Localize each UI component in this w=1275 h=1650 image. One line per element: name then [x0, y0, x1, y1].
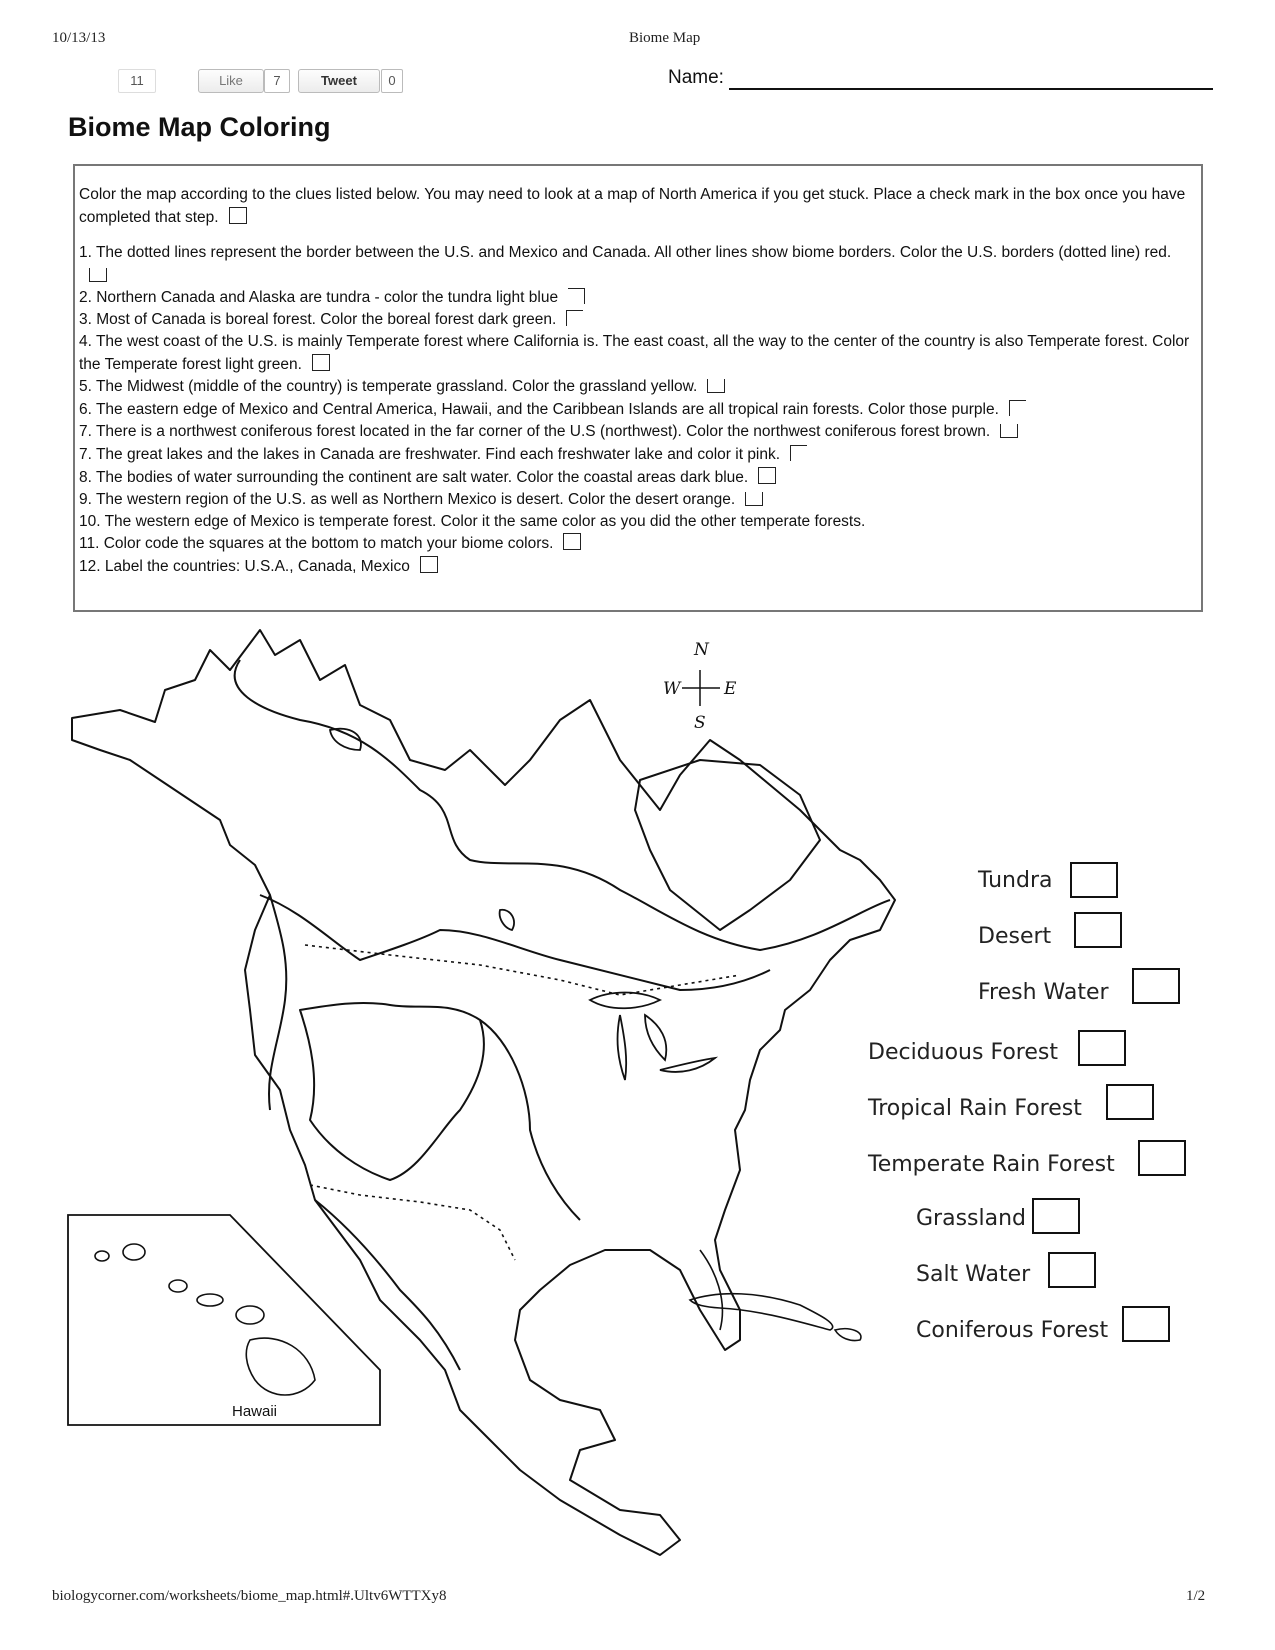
footer-page-number: 1/2	[1186, 1588, 1206, 1604]
canadian-lake	[500, 910, 514, 930]
name-field-line[interactable]	[729, 88, 1213, 90]
instruction-item: 4. The west coast of the U.S. is mainly Temperate forest where California is. The east coast, all the way to the center of the country is also Temperate forest. Color the Temperate forest light green.	[79, 333, 1190, 373]
instruction-item: 1. The dotted lines represent the border between the U.S. and Mexico and Canada. All other lines show biome borders. Color the U.S. borders (dotted line) red.	[79, 242, 1197, 287]
legend-label-grassland: Grassland	[916, 1206, 1026, 1231]
cuba-outline	[690, 1294, 833, 1330]
checkbox[interactable]	[563, 533, 581, 550]
instruction-item: 8. The bodies of water surrounding the continent are salt water. Color the coastal areas dark blue.	[79, 467, 1197, 490]
legend-label-salt-water: Salt Water	[916, 1262, 1031, 1287]
checkbox[interactable]	[745, 492, 763, 506]
print-date: 10/13/13	[52, 30, 106, 46]
hawaii-big-island	[246, 1338, 315, 1395]
legend-box-tundra[interactable]	[1070, 862, 1118, 898]
tweet-count: 0	[381, 69, 403, 93]
checkbox[interactable]	[229, 207, 247, 224]
hawaii-island	[197, 1294, 223, 1306]
print-page-title: Biome Map	[629, 30, 701, 46]
legend-box-deciduous-forest[interactable]	[1078, 1030, 1126, 1066]
like-label: Like	[219, 73, 243, 88]
instruction-item: 7. There is a northwest coniferous forest located in the far corner of the U.S (northwest). Color the northwest coniferous forest brown.	[79, 421, 1197, 444]
legend-label-temperate-rain-forest: Temperate Rain Forest	[868, 1152, 1115, 1177]
checkbox[interactable]	[89, 268, 107, 282]
worksheet-title: Biome Map Coloring	[68, 112, 331, 142]
desert-border	[315, 1200, 460, 1370]
north-america-map	[60, 610, 1230, 1580]
hispaniola-outline	[835, 1329, 861, 1341]
instruction-item: 12. Label the countries: U.S.A., Canada, Mexico	[79, 556, 1197, 579]
map-area	[60, 610, 1230, 1580]
hawaii-inset-frame	[68, 1215, 380, 1425]
instruction-item: 6. The eastern edge of Mexico and Central America, Hawaii, and the Caribbean Islands are all tropical rain forests. Color those purple.	[79, 399, 1197, 422]
instruction-item: 7. The great lakes and the lakes in Canada are freshwater. Find each freshwater lake and color it pink.	[79, 444, 1197, 467]
compass-south: S	[694, 713, 706, 733]
checkbox[interactable]	[1009, 400, 1026, 416]
instruction-intro: Color the map according to the clues listed below. You may need to look at a map of North America if you get stuck. Place a check mark in the box once you have completed that step.	[79, 186, 1186, 226]
hawaii-island	[95, 1251, 109, 1261]
deciduous-border	[480, 1020, 580, 1220]
checkbox[interactable]	[758, 467, 776, 484]
footer-url: biologycorner.com/worksheets/biome_map.html#.Ultv6WTTXy8	[52, 1588, 447, 1604]
continent-outline	[72, 630, 895, 1555]
instruction-item: 9. The western region of the U.S. as well as Northern Mexico is desert. Color the desert orange.	[79, 489, 1197, 512]
lake-erie	[660, 1058, 715, 1072]
hawaii-island	[169, 1280, 187, 1292]
lake-huron	[645, 1015, 666, 1060]
checkbox[interactable]	[790, 445, 807, 461]
lake-michigan	[618, 1015, 627, 1080]
checkbox[interactable]	[568, 288, 585, 304]
instruction-item: 11. Color code the squares at the bottom to match your biome colors.	[79, 533, 1197, 556]
compass-north: N	[694, 640, 709, 660]
legend-label-tundra: Tundra	[978, 868, 1053, 893]
like-count: 7	[264, 69, 290, 93]
instructions-box	[73, 164, 1203, 612]
hawaii-inset	[68, 1215, 380, 1425]
instruction-item: 10. The western edge of Mexico is temperate forest. Color it the same color as you did the other temperate forests.	[79, 513, 866, 530]
tweet-label: Tweet	[321, 73, 357, 88]
legend-box-coniferous-forest[interactable]	[1122, 1306, 1170, 1342]
checkbox[interactable]	[420, 556, 438, 573]
tundra-border	[235, 660, 890, 950]
legend-box-salt-water[interactable]	[1048, 1252, 1096, 1288]
legend-box-fresh-water[interactable]	[1132, 968, 1180, 1004]
plus-one-count: 11	[118, 69, 156, 93]
legend-box-desert[interactable]	[1074, 912, 1122, 948]
legend-box-tropical-rain-forest[interactable]	[1106, 1084, 1154, 1120]
legend-label-fresh-water: Fresh Water	[978, 980, 1109, 1005]
legend-box-grassland[interactable]	[1032, 1198, 1080, 1234]
legend-label-deciduous-forest: Deciduous Forest	[868, 1040, 1058, 1065]
grassland-border	[300, 1003, 484, 1180]
legend-box-temperate-rain-forest[interactable]	[1138, 1140, 1186, 1176]
hawaii-island	[123, 1244, 145, 1260]
instruction-item: 3. Most of Canada is boreal forest. Color the boreal forest dark green.	[79, 309, 1197, 332]
hawaii-label: Hawaii	[232, 1403, 278, 1420]
legend-label-desert: Desert	[978, 924, 1052, 949]
checkbox[interactable]	[312, 354, 330, 371]
compass-west: W	[663, 679, 681, 699]
instruction-item: 5. The Midwest (middle of the country) is temperate grassland. Color the grassland yellow.	[79, 376, 1197, 399]
name-label: Name:	[668, 67, 724, 88]
like-button[interactable]	[198, 69, 264, 93]
tweet-button[interactable]	[298, 69, 380, 93]
greenland-outline	[635, 760, 820, 930]
compass-east: E	[724, 679, 737, 699]
compass-rose	[663, 640, 737, 733]
legend-label-tropical-rain-forest: Tropical Rain Forest	[868, 1096, 1082, 1121]
hawaii-island	[236, 1306, 264, 1324]
checkbox[interactable]	[1000, 424, 1018, 438]
us-canada-border	[305, 945, 740, 995]
checkbox[interactable]	[707, 379, 725, 393]
checkbox[interactable]	[566, 310, 583, 326]
instruction-item: 2. Northern Canada and Alaska are tundra - color the tundra light blue	[79, 287, 1197, 310]
legend-label-coniferous-forest: Coniferous Forest	[916, 1318, 1109, 1343]
